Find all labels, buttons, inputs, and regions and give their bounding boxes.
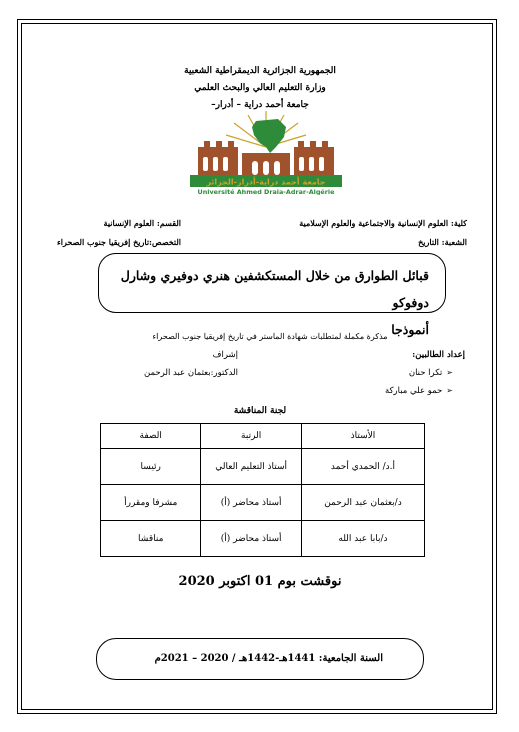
student-name-1-text: تكرا حنان	[408, 368, 443, 378]
professor-rank: أستاذ محاضر (أ)	[201, 485, 301, 521]
thesis-title-line1: قبائل الطوارق من خلال المستكشفين هنري دوفيري وشارل دوفوكو	[120, 268, 429, 310]
student-name-2-text: حمو علي مباركة	[384, 386, 443, 396]
logo-africa-map	[252, 119, 286, 153]
thesis-title-line2: أنموذجا	[391, 322, 429, 337]
professor-role: رئيسا	[101, 449, 201, 485]
check-bullet-icon: ➢	[446, 368, 453, 377]
specialty-label: التخصص:تاريخ إفريقيا جنوب الصحراء	[57, 237, 181, 247]
check-bullet-icon: ➢	[446, 386, 453, 395]
department-label: القسم: العلوم الإنسانية	[103, 218, 181, 228]
committee-title: لجنة المناقشة	[233, 406, 287, 416]
header-professor: الأستاذ	[301, 424, 424, 449]
table-row	[101, 449, 425, 485]
header-rank: الرتبة	[201, 424, 301, 449]
student-name-2	[385, 386, 453, 396]
supervisor-name: الدكتور:بعثمان عبد الرحمن	[144, 368, 238, 378]
academic-year-text: السنة الجامعية: 1441هـ-1442هـ / 2020 – 2021م	[154, 653, 383, 664]
supervision-label: إشراف	[212, 350, 238, 360]
professor-name: د/بعثمان عبد الرحمن	[301, 485, 424, 521]
university-logo	[186, 107, 346, 195]
committee-table	[100, 423, 425, 557]
defense-date: نوقشت بوم 01 اكتوبر 2020	[178, 574, 342, 589]
academic-year-box	[96, 638, 424, 680]
header-role: الصفة	[101, 424, 201, 449]
header-republic: الجمهورية الجزائرية الديمقراطية الشعبية	[184, 66, 336, 76]
header-university: جامعة أحمد دراية – أدرار–	[211, 100, 309, 110]
faculty-label: كلية: العلوم الإنسانية والاجتماعية والعلوم الإسلامية	[299, 218, 467, 228]
thesis-subtitle: مذكرة مكملة لمتطلبات شهادة الماستر في تاريخ إفريقيا جنوب الصحراء	[152, 332, 388, 341]
professor-role: مناقشا	[101, 521, 201, 557]
student-name-1	[409, 368, 453, 378]
professor-rank: أستاذ محاضر (أ)	[201, 521, 301, 557]
branch-label: الشعبة: التاريخ	[418, 237, 467, 247]
professor-name: أ.د/ الحمدي أحمد	[301, 449, 424, 485]
table-row	[101, 521, 425, 557]
table-row	[101, 485, 425, 521]
students-label: إعداد الطالبين:	[412, 350, 465, 360]
professor-role: مشرفا ومقررأ	[101, 485, 201, 521]
committee-header-row	[101, 424, 425, 449]
header-ministry: وزارة التعليم العالي والبحث العلمي	[194, 83, 326, 93]
professor-rank: أستاذ التعليم العالي	[201, 449, 301, 485]
logo-arabic-text: جامعة أحمد دراية-أدرار-الجزائر	[206, 177, 326, 187]
professor-name: د/بابا عبد الله	[301, 521, 424, 557]
logo-latin-text: Université Ahmed Draia-Adrar-Algérie	[197, 188, 335, 195]
